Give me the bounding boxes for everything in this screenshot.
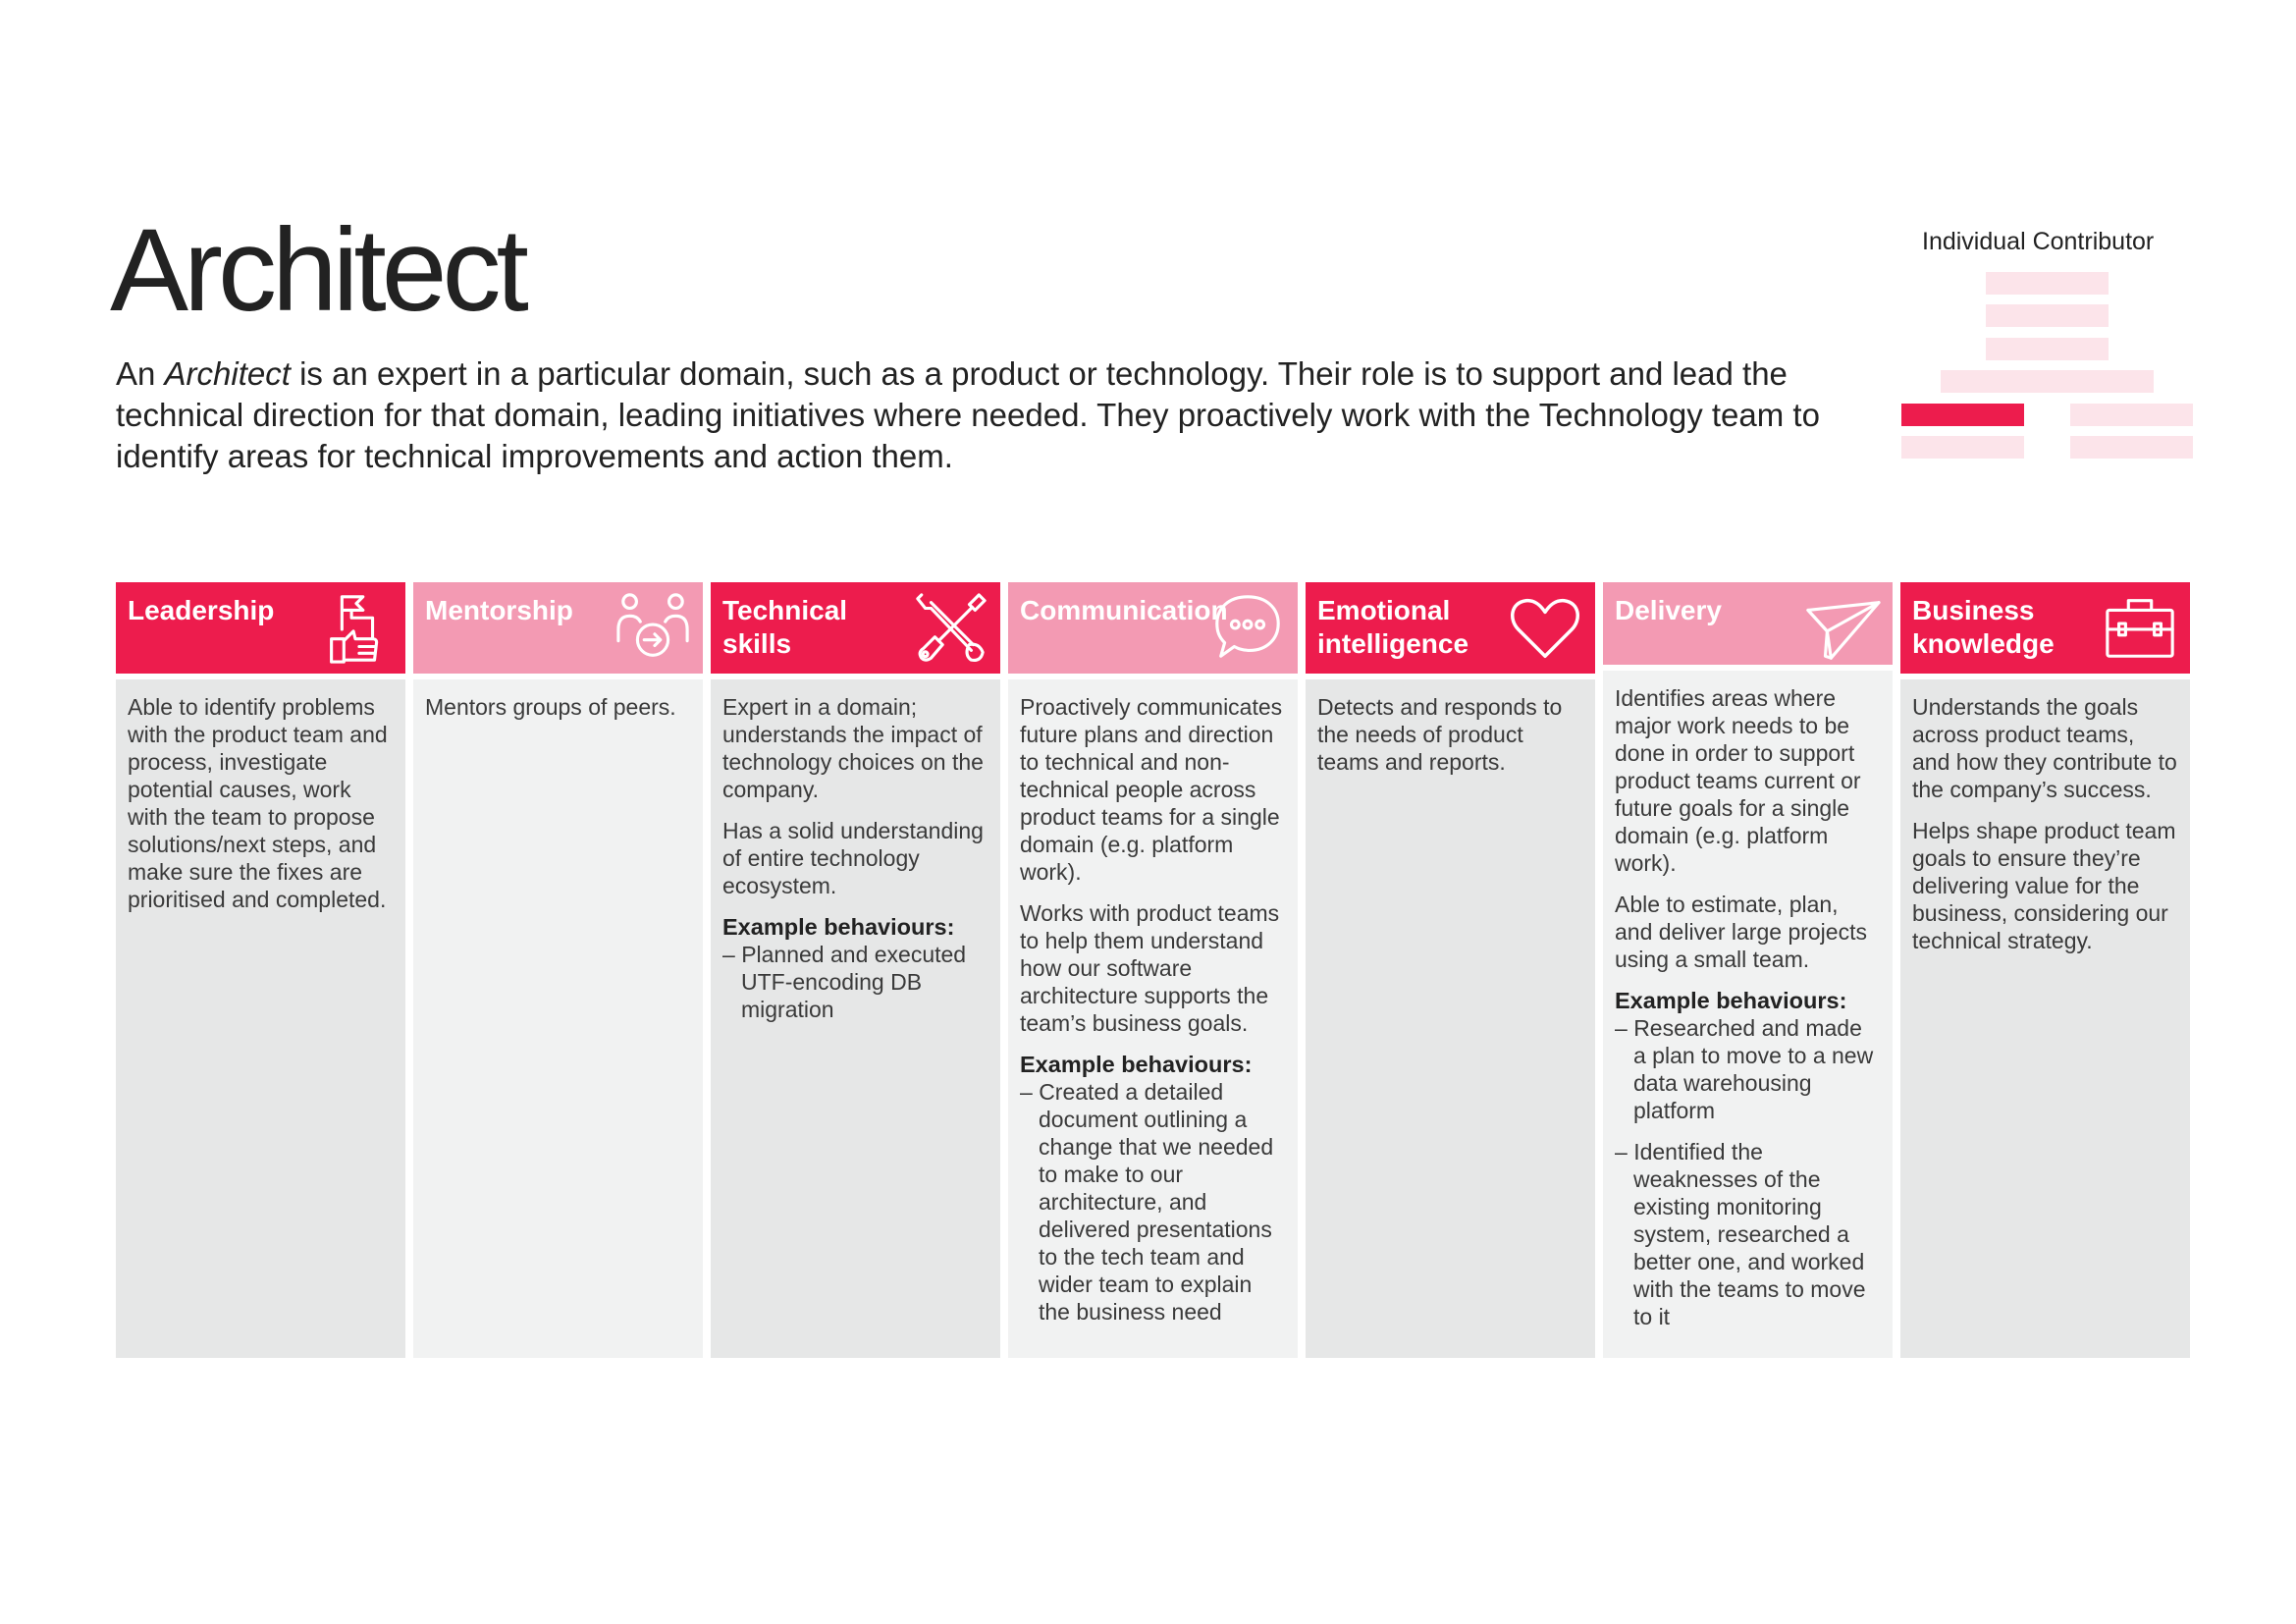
example-list bbox=[1615, 1014, 1881, 1330]
competency-text: Helps shape product team goals to ensure they’re delivering value for the business, considering our technical strategy. bbox=[1912, 818, 2176, 953]
competency-header bbox=[711, 582, 1000, 674]
competency-body bbox=[413, 679, 703, 1358]
competency-header bbox=[1900, 582, 2190, 674]
competency-title: Technical skills bbox=[722, 595, 848, 659]
competency-header bbox=[116, 582, 405, 674]
competency-column bbox=[413, 582, 703, 1358]
intro-emphasis: Architect bbox=[164, 355, 291, 392]
competency-text: Has a solid understanding of entire technology ecosystem. bbox=[722, 818, 984, 898]
intro-rest: is an expert in a particular domain, such as a product or technology. Their role is to support and lead the technical direction for that domain, leading initiatives where needed. They proactively work with the Technology team to identify areas for technical improvements and action them. bbox=[116, 355, 1820, 474]
career-track-label: Individual Contributor bbox=[1922, 228, 2155, 255]
competency-text: Works with product teams to help them understand how our software architecture supports the team’s business goals. bbox=[1020, 900, 1280, 1036]
competency-body bbox=[711, 679, 1000, 1358]
competency-text: Understands the goals across product teams, and how they contribute to the company’s success. bbox=[1912, 694, 2177, 802]
speech-bubble-icon bbox=[1209, 589, 1286, 666]
competency-column bbox=[711, 582, 1000, 1358]
competency-column bbox=[1900, 582, 2190, 1358]
competency-title: Mentorship bbox=[425, 595, 573, 625]
paper-plane-icon bbox=[1804, 589, 1881, 666]
flag-thumbs-up-icon bbox=[317, 589, 394, 666]
ladder-rung bbox=[1986, 272, 2109, 295]
ladder-rung bbox=[1941, 370, 2154, 393]
example-item: – Planned and executed UTF-encoding DB migration bbox=[722, 941, 988, 1023]
competency-text: Identifies areas where major work needs to be done in order to support product teams current or future goals for a single domain (e.g. platform work). bbox=[1615, 685, 1861, 876]
competency-body bbox=[1306, 679, 1595, 1358]
competency-column bbox=[116, 582, 405, 1358]
competency-column bbox=[1008, 582, 1298, 1358]
competency-text: Able to identify problems with the product team and process, investigate potential causes, work with the team to propose solutions/next steps, and make sure the fixes are prioritised and completed. bbox=[128, 694, 388, 912]
competency-text: Detects and responds to the needs of product teams and reports. bbox=[1317, 694, 1563, 775]
heart-icon bbox=[1507, 589, 1583, 666]
competency-body bbox=[1603, 671, 1893, 1358]
example-list bbox=[722, 941, 988, 1023]
ladder-rung bbox=[1986, 338, 2109, 360]
competency-grid bbox=[116, 582, 2190, 1358]
competency-header bbox=[1603, 582, 1893, 665]
competency-title: Delivery bbox=[1615, 595, 1722, 625]
example-item: – Created a detailed document outlining a change that we needed to make to our architecture, and delivered presentations to the tech team and wider team to explain the business need bbox=[1020, 1078, 1286, 1326]
competency-body bbox=[1900, 679, 2190, 1358]
people-arrow-icon bbox=[614, 589, 691, 666]
page-title: Architect bbox=[110, 204, 524, 336]
ladder-rung bbox=[2070, 436, 2193, 459]
example-behaviours-heading: Example behaviours: bbox=[1020, 1052, 1253, 1077]
example-behaviours-heading: Example behaviours: bbox=[722, 914, 955, 940]
example-list bbox=[1020, 1078, 1286, 1326]
competency-text: Expert in a domain; understands the impact of technology choices on the company. bbox=[722, 694, 984, 802]
competency-body bbox=[1008, 679, 1298, 1358]
ladder-rung-current bbox=[1901, 404, 2024, 426]
competency-header bbox=[413, 582, 703, 674]
competency-text: Able to estimate, plan, and deliver large projects using a small team. bbox=[1615, 892, 1867, 972]
competency-title: Business knowledge bbox=[1912, 595, 2055, 659]
competency-header bbox=[1306, 582, 1595, 674]
competency-text: Proactively communicates future plans and direction to technical and non-technical people across product teams for a single domain (e.g. platform work). bbox=[1020, 694, 1283, 885]
ladder-rung bbox=[1901, 436, 2024, 459]
competency-title: Leadership bbox=[128, 595, 275, 625]
wrench-screwdriver-icon bbox=[912, 589, 988, 666]
example-item: – Researched and made a plan to move to a new data warehousing platform bbox=[1615, 1014, 1881, 1124]
competency-column bbox=[1603, 582, 1893, 1358]
competency-column bbox=[1306, 582, 1595, 1358]
competency-title: Communication bbox=[1020, 595, 1228, 625]
competency-body bbox=[116, 679, 405, 1358]
competency-title: Emotional intelligence bbox=[1317, 595, 1469, 659]
ladder-rung bbox=[2070, 404, 2193, 426]
intro-prefix: An bbox=[116, 355, 165, 392]
briefcase-icon bbox=[2102, 589, 2178, 666]
competency-header bbox=[1008, 582, 1298, 674]
example-behaviours-heading: Example behaviours: bbox=[1615, 988, 1847, 1013]
intro-paragraph bbox=[116, 353, 1873, 477]
example-item: – Identified the weaknesses of the existing monitoring system, researched a better one, and worked with the teams to move to it bbox=[1615, 1138, 1881, 1330]
competency-text: Mentors groups of peers. bbox=[425, 694, 676, 720]
ladder-rung bbox=[1986, 304, 2109, 327]
